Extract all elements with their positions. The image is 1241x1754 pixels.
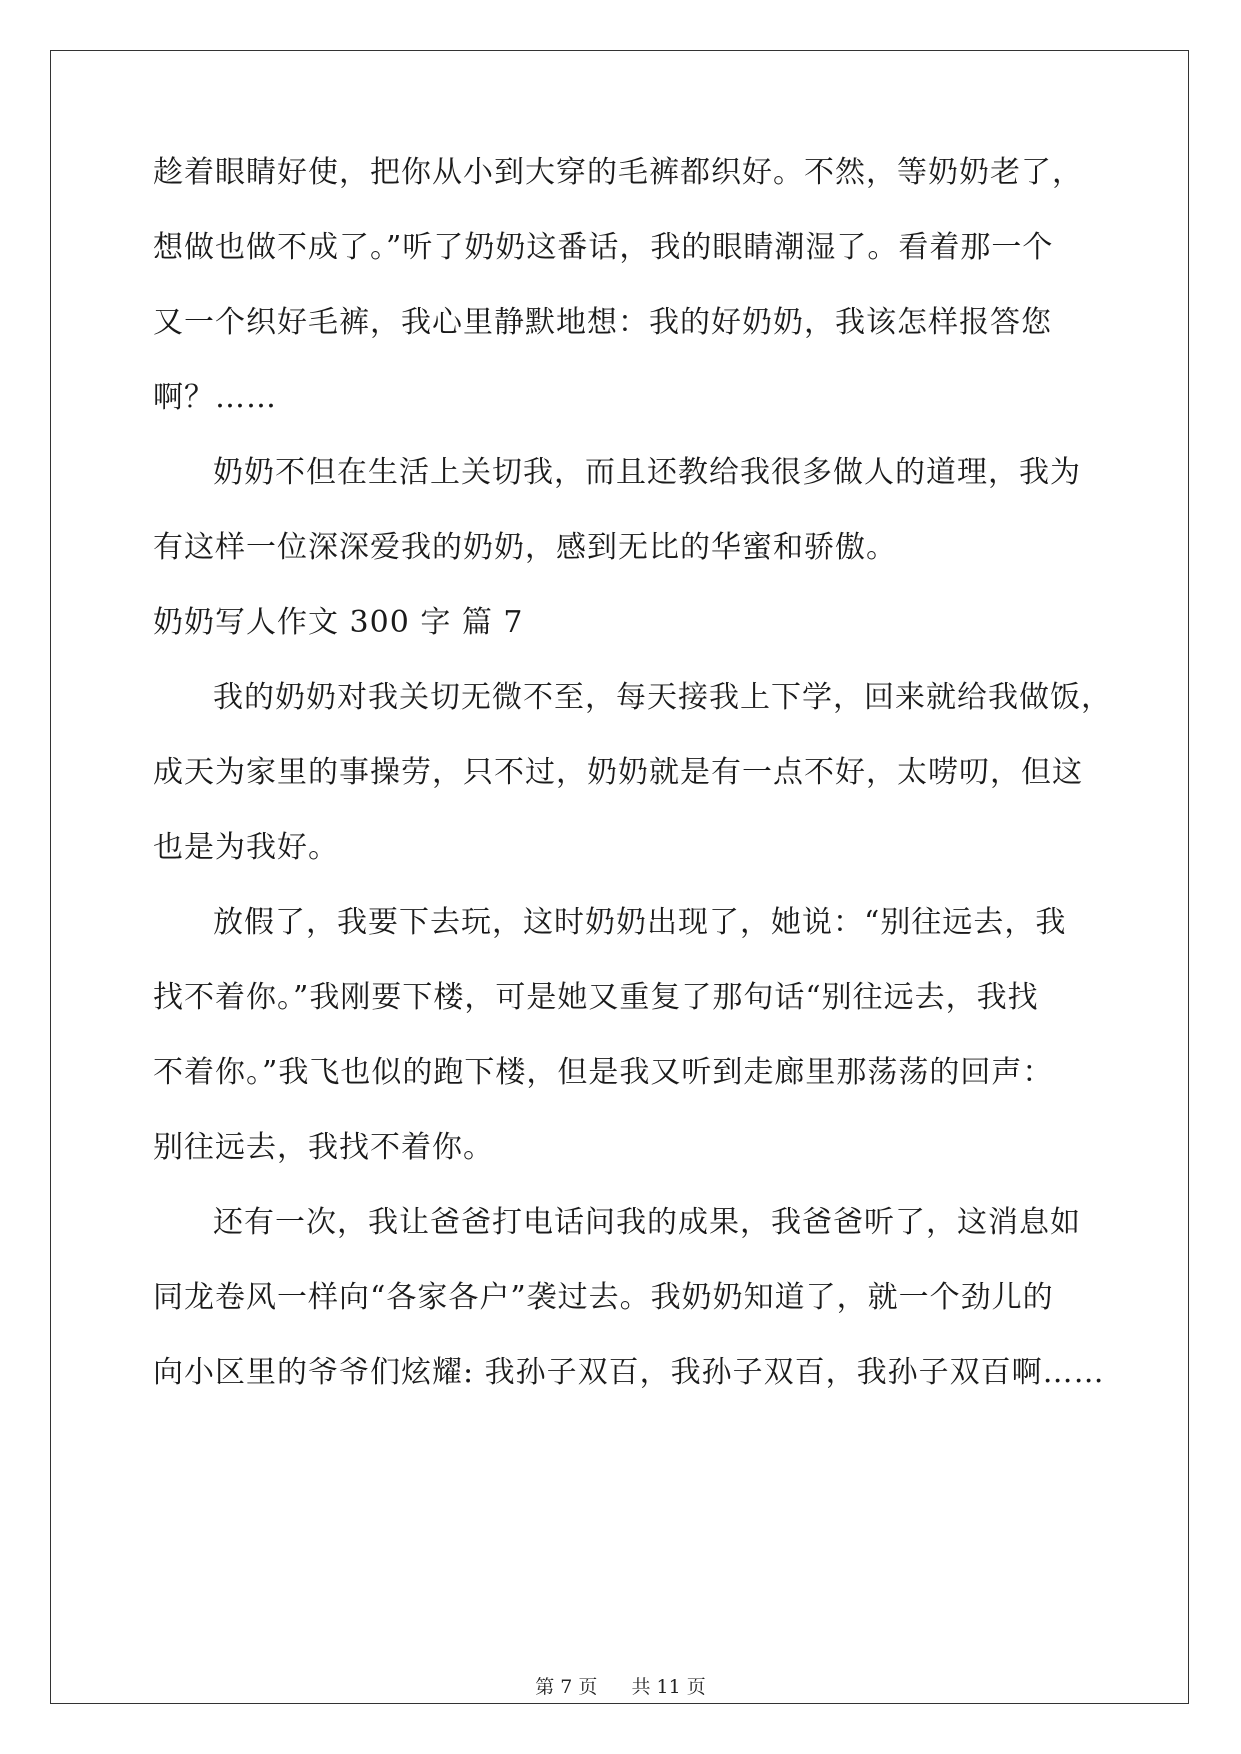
text-line: 想做也做不成了。”听了奶奶这番话，我的眼睛潮湿了。看着那一个: [153, 230, 1054, 265]
text-line: 同龙卷风一样向“各家各户”袭过去。我奶奶知道了，就一个劲儿的: [153, 1280, 1054, 1315]
page-total: 共 11 页: [631, 1676, 706, 1698]
text-line: 向小区里的爷爷们炫耀: 我孙子双百，我孙子双百，我孙子双百啊……: [153, 1355, 1105, 1390]
text-line: 不着你。”我飞也似的跑下楼，但是我又听到走廊里那荡荡的回声：: [153, 1055, 1054, 1090]
text-line: 还有一次，我让爸爸打电话问我的成果，我爸爸听了，这消息如: [213, 1205, 1081, 1240]
text-line: 也是为我好。: [153, 830, 339, 865]
text-line: 成天为家里的事操劳，只不过，奶奶就是有一点不好，太唠叨，但这: [153, 755, 1083, 790]
section-heading: 奶奶写人作文 300 字 篇 7: [153, 605, 524, 640]
page-border: [50, 50, 1189, 1704]
page-number: 第 7 页: [535, 1676, 598, 1698]
text-line: 奶奶不但在生活上关切我，而且还教给我很多做人的道理，我为: [213, 455, 1081, 490]
text-line: 别往远去，我找不着你。: [153, 1130, 494, 1165]
text-line: 放假了，我要下去玩，这时奶奶出现了，她说：“别往远去，我: [213, 905, 1067, 940]
text-line: 啊？……: [153, 380, 277, 415]
text-line: 趁着眼睛好使，把你从小到大穿的毛裤都织好。不然，等奶奶老了，: [153, 155, 1083, 190]
text-line: 找不着你。”我刚要下楼，可是她又重复了那句话“别往远去，我找: [153, 980, 1039, 1015]
page-footer: [0, 1675, 1241, 1699]
text-line: 有这样一位深深爱我的奶奶，感到无比的华蜜和骄傲。: [153, 530, 897, 565]
text-line: 又一个织好毛裤，我心里静默地想：我的好奶奶，我该怎样报答您: [153, 305, 1052, 340]
text-line: 我的奶奶对我关切无微不至，每天接我上下学，回来就给我做饭，: [213, 680, 1112, 715]
